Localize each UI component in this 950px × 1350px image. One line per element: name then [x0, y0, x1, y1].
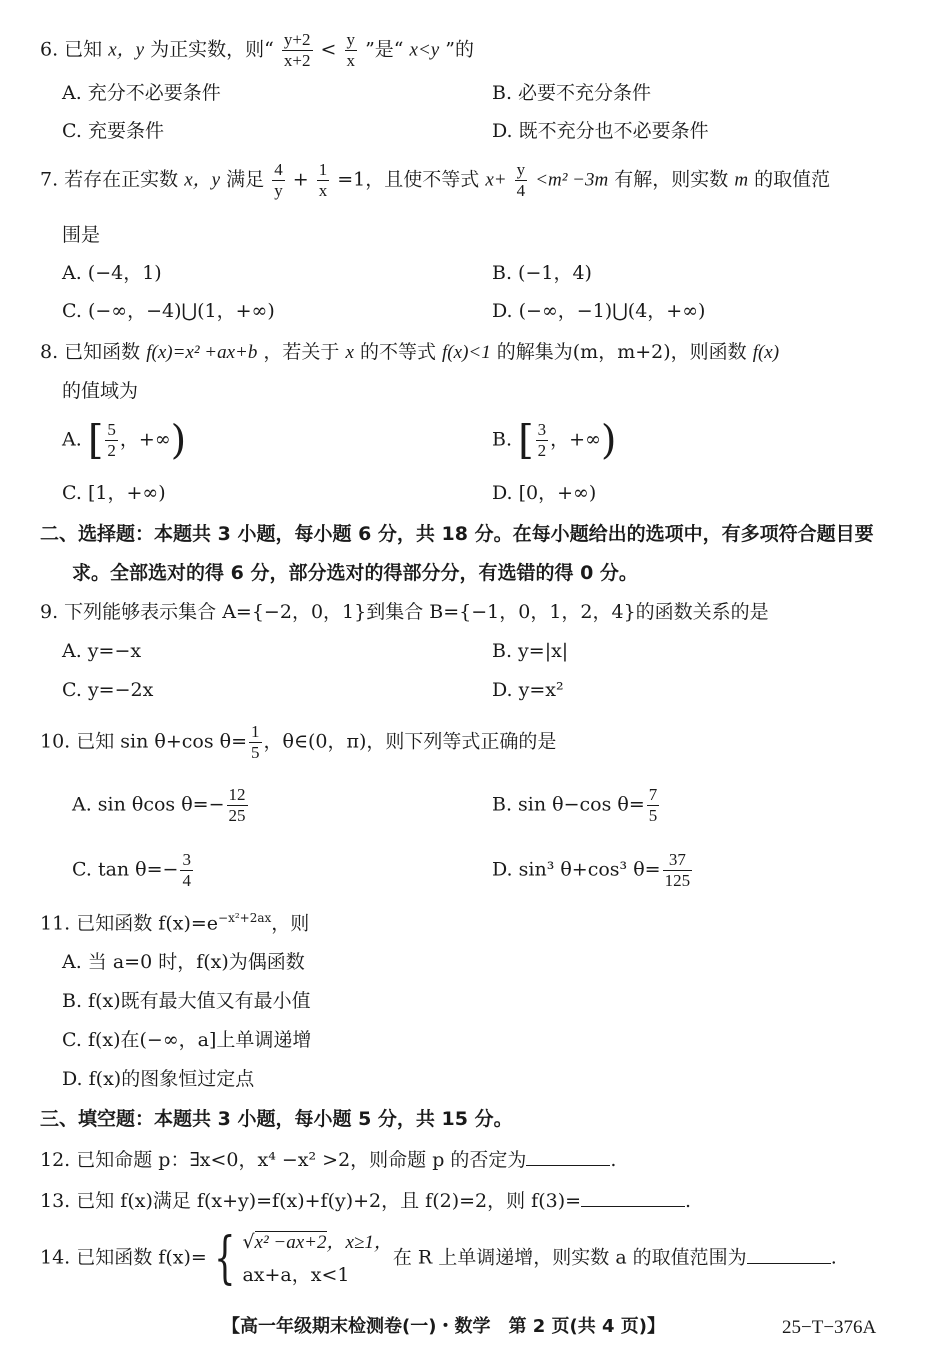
q11-text-b: ，则 [271, 912, 310, 935]
q7-m: m [734, 169, 749, 191]
q11-stem [40, 912, 309, 933]
q8-stem-line2: 的值域为 [62, 380, 139, 402]
q10-d-num: 37 [663, 850, 693, 871]
q7-frac-1-num: 4 [274, 160, 283, 179]
q7-frac-3 [515, 160, 528, 201]
left-brace-icon: { [213, 1225, 236, 1291]
q8-b-num: 3 [537, 420, 547, 439]
q8-a-num: 5 [107, 420, 116, 439]
q10-frac [249, 722, 262, 763]
q6-option-d: D. 既不充分也不必要条件 [492, 120, 709, 142]
q6-option-a: A. 充分不必要条件 [62, 82, 221, 104]
q9-option-a: A. y=−x [62, 640, 142, 662]
q10-option-a [72, 785, 250, 826]
q14-case-1-expr: x² −ax+2 [254, 1232, 327, 1253]
q7-frac-2-num: 1 [318, 160, 328, 179]
q7-vars: x，y [184, 169, 221, 191]
q7-x-plus: x+ [485, 169, 507, 191]
q6-text-f: ”的 [445, 38, 474, 61]
page-footer-title: 【高一年级期末检测卷(一)・数学 第 2 页(共 4 页)】 [222, 1316, 666, 1337]
q6-frac-2-num: y [346, 30, 356, 49]
left-bracket-icon: [ [87, 417, 104, 464]
q8-b-den: 2 [537, 441, 547, 460]
q12-stem [40, 1149, 616, 1170]
q11-option-d: D. f(x)的图象恒过定点 [62, 1068, 255, 1090]
q6-vars: x，y [108, 39, 145, 61]
q10-option-c [72, 850, 195, 891]
q10-option-d [492, 850, 694, 891]
q8-text-c: 的不等式 [359, 341, 436, 363]
sqrt-icon: √ [242, 1231, 255, 1253]
q11-exponent: −x²+2ax [218, 911, 272, 925]
q6-cond: x<y [409, 39, 440, 61]
q7-frac-1 [272, 160, 285, 201]
q6-frac-2-den: x [346, 51, 356, 70]
q8-option-a [62, 417, 187, 464]
q10-c-num: 3 [182, 850, 191, 869]
q14-text-b: 在 R 上单调递增，则实数 a 的取值范围为 [392, 1246, 747, 1269]
q8-fx: f(x)=x² +ax+b [146, 342, 258, 363]
q12-answer-blank[interactable] [526, 1149, 610, 1166]
q13-text: 13. 已知 f(x)满足 f(x+y)=f(x)+f(y)+2，且 f(2)=2，则 f(3)= [40, 1190, 582, 1212]
q10-a-den: 25 [228, 806, 246, 825]
q6-frac-1-num: y+2 [283, 30, 311, 49]
q6-stem [40, 30, 474, 71]
q6-frac-2 [345, 30, 358, 71]
q10-text-b: ，θ∈(0，π)，则下列等式正确的是 [263, 730, 557, 753]
q10-d-text: D. sin³ θ+cos³ θ= [492, 858, 661, 881]
q10-b-text: B. sin θ−cos θ= [492, 793, 645, 816]
q7-ineq: <m² −3m [535, 169, 609, 191]
q8-a-label: A. [62, 428, 82, 451]
q14-answer-blank[interactable] [747, 1247, 831, 1264]
q7-frac-3-num: y [516, 160, 526, 179]
q10-option-b [492, 785, 661, 826]
q8-fx2: f(x) [752, 342, 780, 363]
right-paren-icon: ) [170, 417, 187, 464]
q7-plus: + [292, 168, 309, 191]
q6-option-b: B. 必要不充分条件 [492, 82, 652, 104]
q7-option-a: A. (−4，1) [62, 262, 162, 284]
q7-frac-2-den: x [318, 181, 328, 200]
q7-frac-1-den: y [274, 181, 283, 200]
q8-option-b [492, 417, 617, 464]
q6-lt: < [320, 38, 337, 61]
q7-text-d: 有解，则实数 [614, 168, 729, 191]
q8-option-d: D. [0，+∞) [492, 482, 597, 504]
q10-b-den: 5 [648, 806, 658, 825]
q8-a-frac [105, 420, 118, 461]
section-3-heading: 三、填空题：本题共 3 小题，每小题 5 分，共 15 分。 [40, 1108, 513, 1130]
q14-case-1 [242, 1226, 392, 1259]
q7-stem [40, 160, 830, 201]
q14-stem [40, 1226, 837, 1291]
q6-text-a: 6. 已知 [40, 38, 103, 61]
q12-text: 12. 已知命题 p：∃x<0，x⁴ −x² >2，则命题 p 的否定为 [40, 1149, 527, 1171]
q13-stem [40, 1190, 691, 1211]
q10-a-frac [227, 785, 248, 826]
q7-text-e: 的取值范 [754, 168, 831, 191]
q8-b-rest: ，+∞ [550, 428, 601, 451]
q7-stem-line2: 围是 [62, 224, 101, 246]
q9-option-b: B. y=|x| [492, 640, 569, 662]
q10-text-a: 10. 已知 sin θ+cos θ= [40, 730, 247, 753]
q10-stem [40, 722, 556, 763]
q7-text-c: 满足 [226, 168, 265, 191]
q13-end: . [685, 1190, 692, 1212]
q13-answer-blank[interactable] [581, 1190, 685, 1207]
q6-option-c: C. 充要条件 [62, 120, 164, 142]
q6-text-c: 为正实数，则“ [150, 38, 274, 61]
q8-text-a: 8. 已知函数 [40, 341, 141, 363]
q7-option-c: C. (−∞，−4)⋃(1，+∞) [62, 300, 275, 322]
q11-option-b: B. f(x)既有最大值又有最小值 [62, 990, 311, 1012]
q8-b-frac [536, 420, 549, 461]
q7-option-b: B. (−1，4) [492, 262, 592, 284]
q6-text-d: ”是“ [365, 38, 404, 61]
q11-option-a: A. 当 a=0 时，f(x)为偶函数 [62, 951, 305, 973]
section-2-instructions: 求。全部选对的得 6 分，部分选对的得部分分，有选错的得 0 分。 [72, 562, 638, 584]
q11-text-a: 11. 已知函数 f(x)=e [40, 912, 219, 935]
q7-text-a: 7. 若存在正实数 [40, 168, 179, 191]
q10-frac-den: 5 [251, 743, 260, 762]
q8-option-c: C. [1，+∞) [62, 482, 166, 504]
q14-piecewise [242, 1226, 392, 1291]
q7-frac-3-den: 4 [516, 181, 526, 200]
q8-stem [40, 343, 779, 362]
q14-case-2: ax+a，x<1 [242, 1264, 350, 1286]
q10-c-frac [180, 850, 193, 891]
q10-frac-num: 1 [251, 722, 260, 741]
section-2-heading: 二、选择题：本题共 3 小题，每小题 6 分，共 18 分。在每小题给出的选项中，有多项符合题目要 [40, 523, 874, 545]
right-paren-icon: ) [600, 417, 617, 464]
q8-a-den: 2 [107, 441, 116, 460]
q8-text-d: 的解集为(m，m+2)，则函数 [496, 341, 747, 363]
q9-option-c: C. y=−2x [62, 679, 154, 701]
q8-a-rest: ，+∞ [119, 428, 171, 451]
q10-b-frac [647, 785, 660, 826]
q9-option-d: D. y=x² [492, 679, 564, 701]
q9-stem: 9. 下列能够表示集合 A={−2，0，1}到集合 B={−1，0，1，2，4}的函数关系的是 [40, 601, 769, 623]
q10-c-den: 4 [182, 871, 191, 890]
q11-option-c: C. f(x)在(−∞，a]上单调递增 [62, 1029, 312, 1051]
q8-x: x [345, 342, 354, 363]
q10-c-text: C. tan θ=− [72, 858, 179, 881]
q12-end: . [610, 1149, 617, 1171]
q7-eq1: =1，且使不等式 [337, 168, 480, 191]
q14-end: . [830, 1246, 837, 1269]
q7-option-d: D. (−∞，−1)⋃(4，+∞) [492, 300, 706, 322]
q14-case-1-cond: ，x≥1， [326, 1232, 393, 1253]
q8-fx1: f(x)<1 [442, 342, 491, 363]
q14-text-a: 14. 已知函数 f(x)= [40, 1246, 207, 1269]
q8-text-b: ，若关于 [263, 341, 340, 363]
q10-a-text: A. sin θcos θ=− [72, 793, 225, 816]
q10-d-den: 125 [664, 871, 691, 890]
q6-frac-1 [282, 30, 313, 71]
page-footer-code: 25−T−376A [782, 1317, 877, 1338]
q7-frac-2 [317, 160, 330, 201]
q8-b-label: B. [492, 428, 513, 451]
q6-frac-1-den: x+2 [283, 51, 311, 70]
q10-b-num: 7 [648, 785, 658, 804]
q10-a-num: 12 [228, 785, 246, 804]
left-bracket-icon: [ [518, 417, 534, 464]
q10-d-frac [663, 850, 693, 891]
